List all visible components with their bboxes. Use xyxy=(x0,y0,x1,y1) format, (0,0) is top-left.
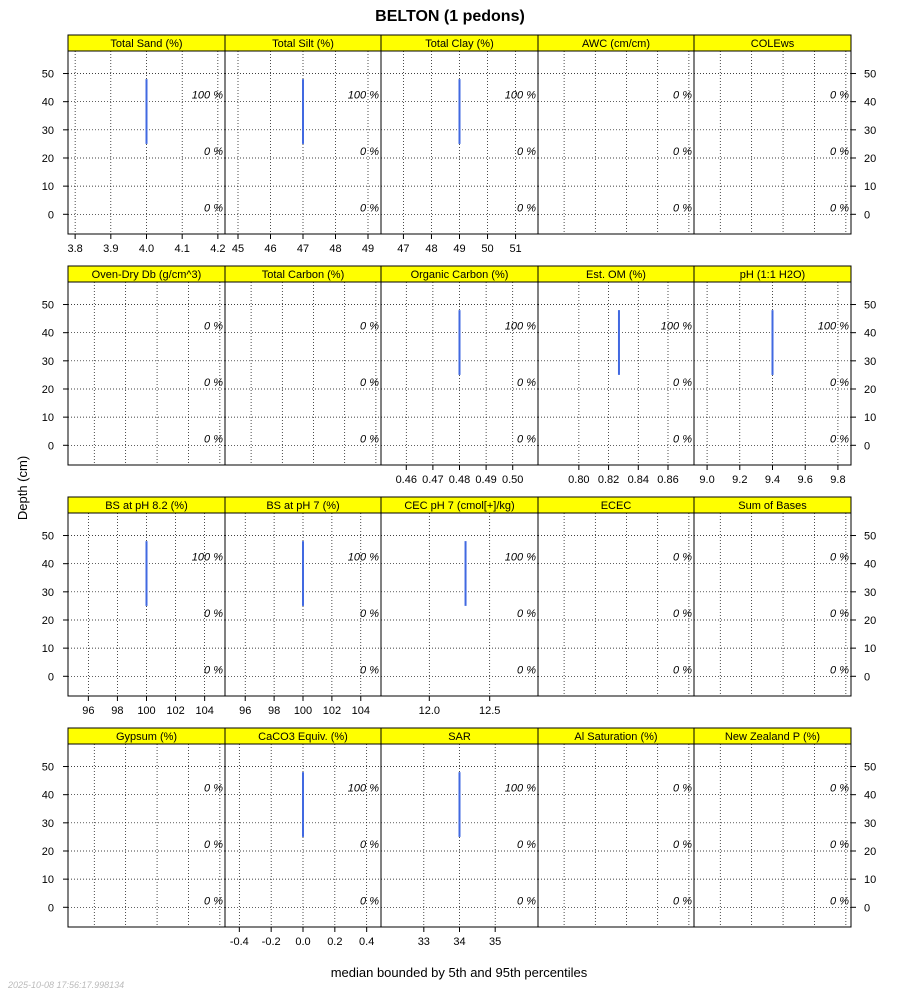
panel xyxy=(538,35,694,234)
x-tick-label: 35 xyxy=(489,936,502,948)
y-tick-label-right: 20 xyxy=(864,152,877,165)
percent-label: 0 % xyxy=(204,895,223,908)
percent-label: 100 % xyxy=(191,551,223,564)
panel xyxy=(68,266,225,465)
panel-title: Sum of Bases xyxy=(738,500,807,512)
percent-label: 0 % xyxy=(204,433,223,446)
x-tick-label: -0.2 xyxy=(261,936,281,948)
percent-label: 0 % xyxy=(360,664,379,677)
y-tick-label-right: 10 xyxy=(864,181,877,194)
percent-label: 0 % xyxy=(360,376,379,389)
percent-label: 0 % xyxy=(830,838,849,851)
y-tick-label-left: 30 xyxy=(41,124,54,137)
percent-label: 0 % xyxy=(830,145,849,158)
panel-title: Organic Carbon (%) xyxy=(410,269,509,281)
x-tick-label: -0.4 xyxy=(229,936,249,948)
y-tick-label-right: 20 xyxy=(864,614,877,627)
percent-label: 0 % xyxy=(830,551,849,564)
panel-title: COLEws xyxy=(750,38,795,50)
x-tick-label: 0.0 xyxy=(295,936,311,948)
y-tick-label-right: 30 xyxy=(864,124,877,137)
panel-title: Total Sand (%) xyxy=(110,38,183,50)
y-tick-label-left: 50 xyxy=(41,761,54,774)
percent-label: 0 % xyxy=(673,376,692,389)
x-tick-label: 47 xyxy=(397,243,410,255)
panel-frame xyxy=(225,282,381,465)
percent-label: 0 % xyxy=(204,782,223,795)
percent-label: 0 % xyxy=(360,607,379,620)
panel-frame xyxy=(538,744,694,927)
y-tick-label-left: 10 xyxy=(41,643,54,656)
percent-label: 100 % xyxy=(504,782,536,795)
x-tick-label: 0.46 xyxy=(395,474,417,486)
percent-label: 0 % xyxy=(830,433,849,446)
y-tick-label-left: 30 xyxy=(41,586,54,599)
percent-label: 0 % xyxy=(517,607,536,620)
y-tick-label-right: 30 xyxy=(864,355,877,368)
chart-title: BELTON (1 pedons) xyxy=(375,8,525,25)
x-tick-label: 100 xyxy=(137,705,156,717)
y-tick-label-right: 10 xyxy=(864,412,877,425)
x-tick-label: 47 xyxy=(296,243,310,255)
percent-label: 100 % xyxy=(347,89,379,102)
x-tick-label: 96 xyxy=(82,705,95,717)
x-tick-label: 102 xyxy=(322,705,342,717)
panel xyxy=(225,497,381,717)
percent-label: 100 % xyxy=(504,551,536,564)
x-tick-label: 51 xyxy=(509,243,522,255)
y-tick-label-right: 10 xyxy=(864,643,877,656)
x-tick-label: 33 xyxy=(417,936,430,948)
x-tick-label: 0.4 xyxy=(359,936,375,948)
x-tick-label: 4.2 xyxy=(210,243,226,255)
percent-label: 0 % xyxy=(204,202,223,215)
panel-grid xyxy=(42,35,877,948)
panel-frame xyxy=(694,744,851,927)
panel xyxy=(67,35,225,255)
x-tick-label: 48 xyxy=(329,243,342,255)
percent-label: 0 % xyxy=(830,782,849,795)
panel xyxy=(538,497,694,696)
panel-title: ECEC xyxy=(600,500,632,512)
percent-label: 0 % xyxy=(204,376,223,389)
percent-label: 0 % xyxy=(360,838,379,851)
percent-label: 100 % xyxy=(191,89,223,102)
y-tick-label-left: 0 xyxy=(47,440,54,453)
y-tick-label-left: 10 xyxy=(41,412,54,425)
percent-label: 0 % xyxy=(517,376,536,389)
percent-label: 100 % xyxy=(347,551,379,564)
x-tick-label: 98 xyxy=(111,705,124,717)
y-tick-label-left: 50 xyxy=(41,68,54,81)
panel-frame xyxy=(538,513,694,696)
panel-title: Gypsum (%) xyxy=(115,731,178,743)
x-tick-label: 0.50 xyxy=(502,474,524,486)
percent-label: 100 % xyxy=(347,782,379,795)
percent-label: 0 % xyxy=(517,145,536,158)
percent-label: 0 % xyxy=(360,202,379,215)
panel-title: Al Saturation (%) xyxy=(574,731,658,743)
x-tick-label: 9.4 xyxy=(764,474,781,486)
x-tick-label: 0.47 xyxy=(422,474,444,486)
y-tick-label-left: 40 xyxy=(41,558,54,571)
y-tick-label-right: 0 xyxy=(864,902,871,915)
panel-frame xyxy=(68,282,225,465)
y-tick-label-left: 20 xyxy=(41,614,54,627)
percent-label: 0 % xyxy=(673,145,692,158)
y-tick-label-left: 10 xyxy=(41,181,54,194)
y-axis-label: Depth (cm) xyxy=(15,455,30,521)
panel-title: BS at pH 7 (%) xyxy=(266,500,340,512)
y-tick-label-right: 50 xyxy=(864,761,877,774)
panel xyxy=(694,728,851,927)
panel-frame xyxy=(538,282,694,465)
y-tick-label-left: 20 xyxy=(41,152,54,165)
percent-label: 0 % xyxy=(204,145,223,158)
x-tick-label: 46 xyxy=(264,243,277,255)
x-tick-label: 100 xyxy=(293,705,313,717)
x-tick-label: 45 xyxy=(231,243,245,255)
y-tick-label-left: 40 xyxy=(41,96,54,109)
y-tick-label-right: 30 xyxy=(864,817,877,830)
panel xyxy=(68,497,225,717)
x-tick-label: 0.49 xyxy=(475,474,497,486)
percent-label: 0 % xyxy=(360,895,379,908)
x-tick-label: 0.84 xyxy=(627,474,649,486)
y-tick-label-right: 10 xyxy=(864,874,877,887)
x-tick-label: 9.6 xyxy=(797,474,813,486)
y-tick-label-left: 0 xyxy=(47,902,54,915)
y-tick-label-right: 40 xyxy=(864,558,877,571)
panel-title: Total Carbon (%) xyxy=(261,269,345,281)
y-tick-label-left: 30 xyxy=(41,355,54,368)
x-tick-label: 34 xyxy=(453,936,466,948)
panel-frame xyxy=(538,51,694,234)
percent-label: 0 % xyxy=(517,202,536,215)
y-tick-label-left: 0 xyxy=(47,209,54,222)
percent-label: 100 % xyxy=(817,320,849,333)
y-tick-label-left: 50 xyxy=(41,530,54,543)
y-tick-label-left: 40 xyxy=(41,327,54,340)
y-tick-label-left: 0 xyxy=(47,671,54,684)
percent-label: 100 % xyxy=(504,89,536,102)
x-tick-label: 0.82 xyxy=(597,474,620,486)
percent-label: 0 % xyxy=(673,89,692,102)
panel xyxy=(68,728,225,927)
x-tick-label: 4.0 xyxy=(138,243,155,255)
percent-label: 0 % xyxy=(830,607,849,620)
y-tick-label-right: 50 xyxy=(864,299,877,312)
y-tick-label-right: 40 xyxy=(864,327,877,340)
percent-label: 0 % xyxy=(673,895,692,908)
percent-label: 0 % xyxy=(830,895,849,908)
y-tick-label-left: 20 xyxy=(41,383,54,396)
panel-title: CaCO3 Equiv. (%) xyxy=(258,731,348,743)
y-tick-label-right: 40 xyxy=(864,789,877,802)
panel-frame xyxy=(68,744,225,927)
y-tick-label-left: 40 xyxy=(41,789,54,802)
percent-label: 0 % xyxy=(830,202,849,215)
percent-label: 0 % xyxy=(360,320,379,333)
percent-label: 0 % xyxy=(830,664,849,677)
panel-title: Total Clay (%) xyxy=(425,38,494,50)
percent-label: 0 % xyxy=(673,551,692,564)
timestamp: 2025-10-08 17:56:17.998134 xyxy=(8,980,125,990)
panel-title: pH (1:1 H2O) xyxy=(739,269,806,281)
panel-title: Oven-Dry Db (g/cm^3) xyxy=(91,269,202,281)
panel xyxy=(538,266,694,486)
x-tick-label: 0.2 xyxy=(327,936,343,948)
percent-label: 0 % xyxy=(517,664,536,677)
y-tick-label-right: 50 xyxy=(864,68,877,81)
panel xyxy=(225,728,381,948)
y-tick-label-left: 50 xyxy=(41,299,54,312)
percent-label: 100 % xyxy=(504,320,536,333)
y-tick-label-right: 0 xyxy=(864,440,871,453)
panel xyxy=(225,35,381,255)
panel-title: Est. OM (%) xyxy=(586,269,646,281)
y-tick-label-right: 0 xyxy=(864,209,871,222)
y-tick-label-right: 20 xyxy=(864,845,877,858)
percent-label: 0 % xyxy=(673,607,692,620)
percent-label: 0 % xyxy=(204,664,223,677)
x-tick-label: 104 xyxy=(195,705,214,717)
x-tick-label: 3.8 xyxy=(67,243,83,255)
panel xyxy=(694,266,851,486)
percent-label: 0 % xyxy=(673,433,692,446)
y-tick-label-left: 20 xyxy=(41,845,54,858)
panel-title: AWC (cm/cm) xyxy=(581,38,651,50)
panel-title: BS at pH 8.2 (%) xyxy=(105,500,188,512)
percent-label: 0 % xyxy=(830,89,849,102)
x-tick-label: 49 xyxy=(361,243,375,255)
x-tick-label: 9.0 xyxy=(699,474,715,486)
panel-frame xyxy=(381,513,538,696)
panel-title: CEC pH 7 (cmol[+]/kg) xyxy=(404,500,515,512)
panel xyxy=(538,728,694,927)
x-tick-label: 3.9 xyxy=(103,243,119,255)
y-tick-label-left: 30 xyxy=(41,817,54,830)
panel xyxy=(225,266,381,465)
x-tick-label: 4.1 xyxy=(174,243,190,255)
panel-title: New Zealand P (%) xyxy=(724,731,821,743)
x-axis-label: median bounded by 5th and 95th percentiles xyxy=(330,965,588,980)
x-tick-label: 96 xyxy=(239,705,252,717)
percent-label: 100 % xyxy=(660,320,692,333)
percent-label: 0 % xyxy=(673,838,692,851)
percent-label: 0 % xyxy=(204,607,223,620)
percent-label: 0 % xyxy=(830,376,849,389)
x-tick-label: 9.8 xyxy=(830,474,846,486)
percent-label: 0 % xyxy=(673,664,692,677)
panel xyxy=(381,35,538,255)
y-tick-label-right: 0 xyxy=(864,671,871,684)
x-tick-label: 50 xyxy=(481,243,494,255)
percent-label: 0 % xyxy=(360,433,379,446)
panel xyxy=(381,497,538,717)
panel-frame xyxy=(694,513,851,696)
percent-label: 0 % xyxy=(360,145,379,158)
panel-title: SAR xyxy=(448,731,471,743)
x-tick-label: 48 xyxy=(425,243,438,255)
y-tick-label-right: 30 xyxy=(864,586,877,599)
panel-title: Total Silt (%) xyxy=(272,38,334,50)
percent-label: 0 % xyxy=(204,838,223,851)
percent-label: 0 % xyxy=(673,202,692,215)
x-tick-label: 104 xyxy=(351,705,370,717)
panel xyxy=(381,266,538,486)
y-tick-label-left: 10 xyxy=(41,874,54,887)
percent-label: 0 % xyxy=(517,433,536,446)
panel-frame xyxy=(694,51,851,234)
x-tick-label: 0.48 xyxy=(448,474,471,486)
x-tick-label: 12.0 xyxy=(418,705,441,717)
x-tick-label: 49 xyxy=(453,243,466,255)
x-tick-label: 12.5 xyxy=(478,705,501,717)
y-tick-label-right: 40 xyxy=(864,96,877,109)
percent-label: 0 % xyxy=(517,838,536,851)
x-tick-label: 0.86 xyxy=(657,474,679,486)
y-tick-label-right: 50 xyxy=(864,530,877,543)
percent-label: 0 % xyxy=(204,320,223,333)
x-tick-label: 102 xyxy=(166,705,185,717)
percent-label: 0 % xyxy=(673,782,692,795)
panel xyxy=(381,728,538,948)
x-tick-label: 0.80 xyxy=(568,474,590,486)
panel xyxy=(694,497,851,696)
x-tick-label: 98 xyxy=(267,705,281,717)
y-tick-label-right: 20 xyxy=(864,383,877,396)
panel xyxy=(694,35,851,234)
x-tick-label: 9.2 xyxy=(732,474,748,486)
percent-label: 0 % xyxy=(517,895,536,908)
